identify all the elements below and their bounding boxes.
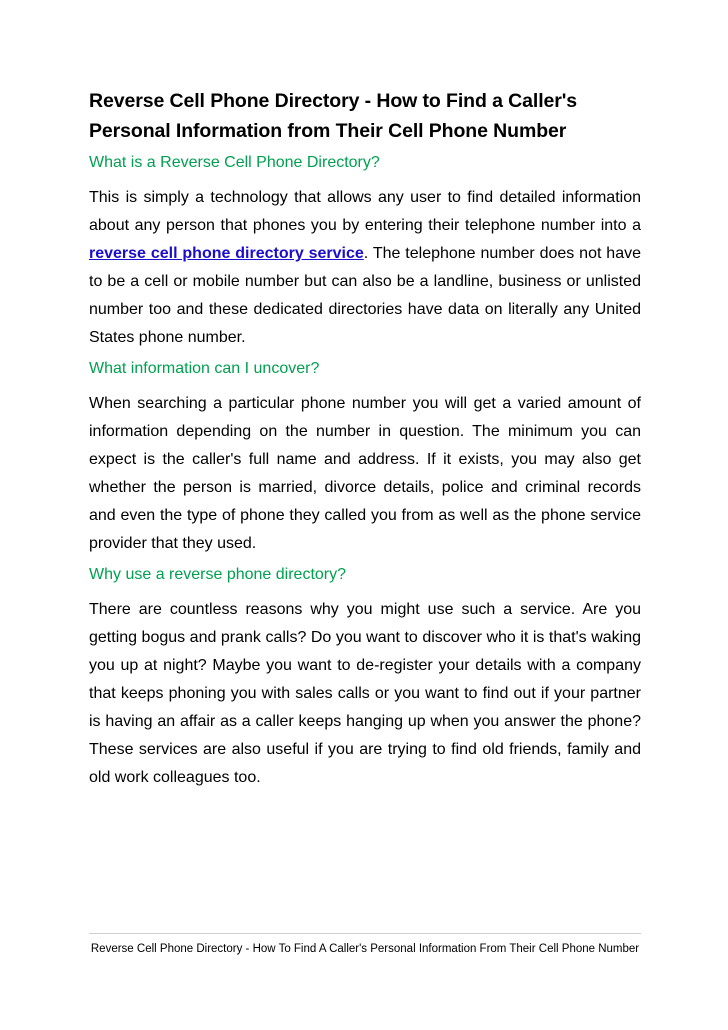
paragraph-text-before-link: This is simply a technology that allows any user to find detailed information about any person that phones you by entering their telephone number into a <box>89 189 641 234</box>
document-body <box>89 86 641 798</box>
section-heading-information: What information can I uncover? <box>89 360 320 377</box>
reverse-directory-link[interactable]: reverse cell phone directory service <box>89 245 364 262</box>
section-heading-what-is: What is a Reverse Cell Phone Directory? <box>89 154 380 171</box>
section-paragraph-what-is <box>89 184 641 352</box>
section-paragraph-why-use: There are countless reasons why you might use such a service. Are you getting bogus and prank calls? Do you want to discover who it is that's waking you up at night? Maybe you want to de-register your details with a company that keeps phoning you with sales calls or you want to find out if your partner is having an affair as a caller keeps hanging up when you answer the phone? These services are also useful if you are trying to find old friends, family and old work colleagues too. <box>89 601 641 786</box>
section-heading-why-use: Why use a reverse phone directory? <box>89 566 347 583</box>
page-footer: Reverse Cell Phone Directory - How To Find A Caller's Personal Information From Their Cell Phone Number <box>89 933 641 957</box>
section-paragraph-information: When searching a particular phone number you will get a varied amount of information depending on the number in question. The minimum you can expect is the caller's full name and address. If it exists, you may also get whether the person is married, divorce details, police and criminal records and even the type of phone they called you from as well as the phone service provider that they used. <box>89 395 641 552</box>
paragraph-text-after-link: . The telephone number does not have to be a cell or mobile number but can also be a landline, business or unlisted number too and these dedicated directories have data on literally any United States phone number. <box>89 245 641 346</box>
document-title: Reverse Cell Phone Directory - How to Find a Caller's Personal Information from Their Cell Phone Number <box>89 90 578 142</box>
